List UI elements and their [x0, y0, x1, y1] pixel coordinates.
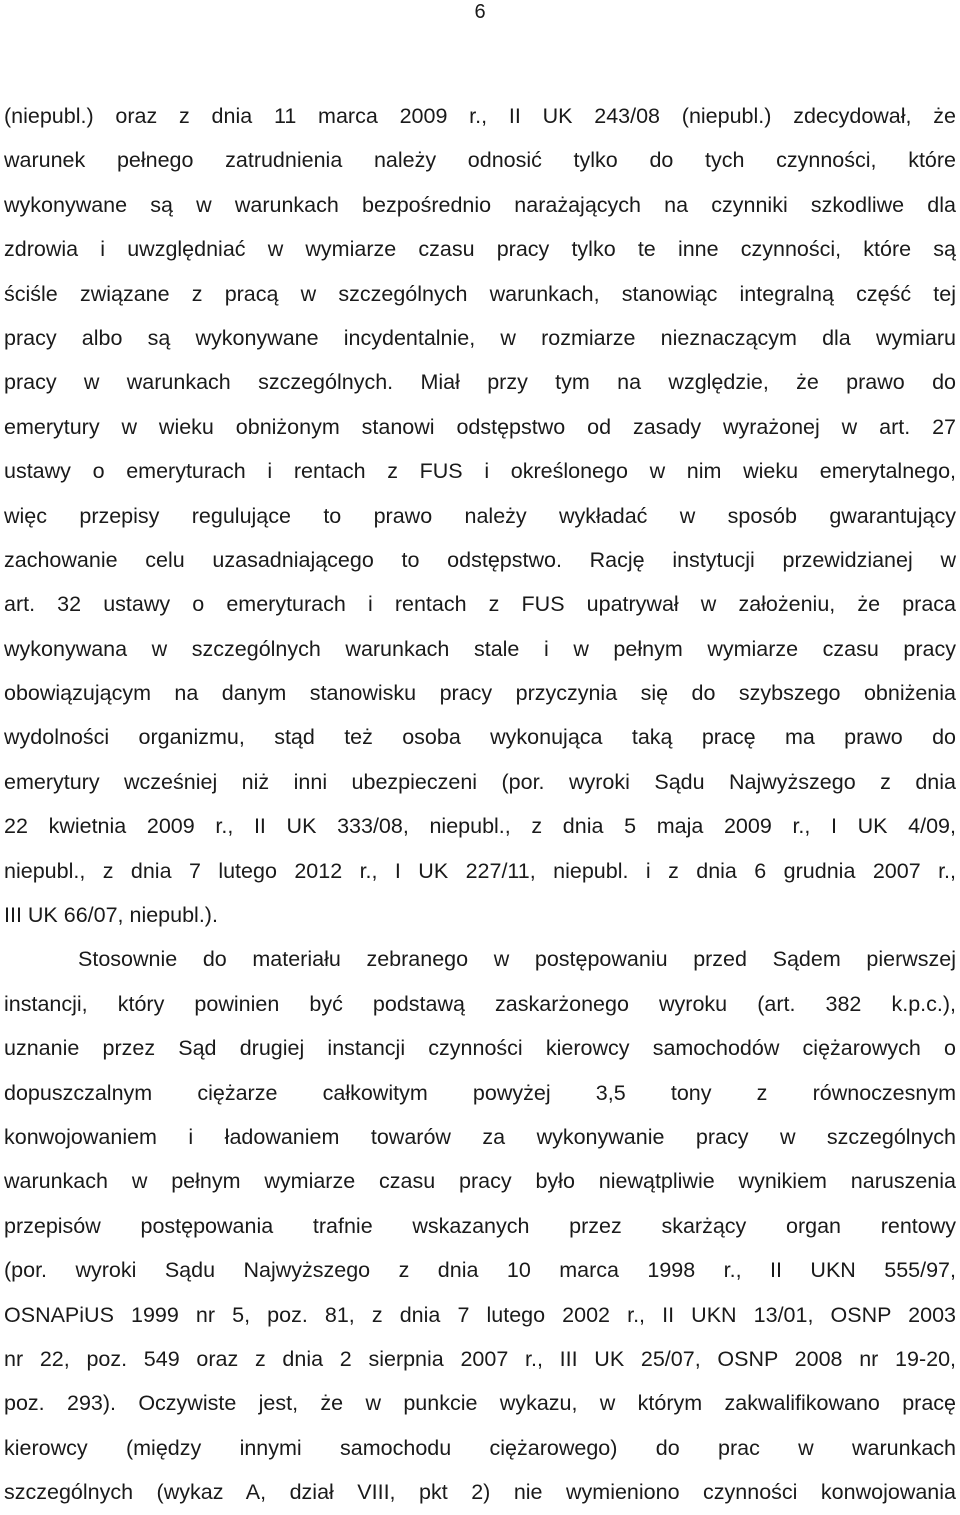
text-line: emerytury wcześniej niż inni ubezpieczeni (por. wyroki Sądu Najwyższego z dnia	[4, 769, 956, 794]
text-line: III UK 66/07, niepubl.).	[4, 903, 218, 928]
text-line: warunkach w pełnym wymiarze czasu pracy było niewątpliwie wynikiem naruszenia	[4, 1169, 956, 1194]
text-line: wykonywane są w warunkach bezpośrednio narażających na czynniki szkodliwe dla	[4, 192, 956, 217]
text-line: kierowcy (między innymi samochodu ciężarowego) do prac w warunkach	[4, 1435, 956, 1460]
text-line: pracy w warunkach szczególnych. Miał przy tym na względzie, że prawo do	[4, 370, 956, 395]
document-body	[0, 94, 960, 1515]
text-line: pracy albo są wykonywane incydentalnie, w rozmiarze nieznaczącym dla wymiaru	[4, 325, 956, 350]
text-line: OSNAPiUS 1999 nr 5, poz. 81, z dnia 7 lutego 2002 r., II UKN 13/01, OSNP 2003	[4, 1302, 956, 1327]
page-number: 6	[474, 1, 486, 23]
text-line: ustawy o emeryturach i rentach z FUS i określonego w nim wieku emerytalnego,	[4, 459, 956, 484]
text-line: ściśle związane z pracą w szczególnych warunkach, stanowiąc integralną część tej	[4, 281, 956, 306]
text-line: zachowanie celu uzasadniającego to odstępstwo. Rację instytucji przewidzianej w	[4, 547, 956, 572]
paragraph-2	[0, 937, 960, 1514]
text-line: wydolności organizmu, stąd też osoba wykonująca taką pracę ma prawo do	[4, 725, 956, 750]
text-line: (niepubl.) oraz z dnia 11 marca 2009 r., II UK 243/08 (niepubl.) zdecydował, że	[4, 104, 956, 128]
text-line: wykonywana w szczególnych warunkach stale i w pełnym wymiarze czasu pracy	[4, 636, 956, 661]
text-line: obowiązującym na danym stanowisku pracy przyczynia się do szybszego obniżenia	[4, 681, 956, 706]
text-line: więc przepisy regulujące to prawo należy wykładać w sposób gwarantujący	[4, 503, 956, 528]
text-line: niepubl., z dnia 7 lutego 2012 r., I UK 227/11, niepubl. i z dnia 6 grudnia 2007 r.,	[4, 858, 956, 883]
text-line: Stosownie do materiału zebranego w postępowaniu przed Sądem pierwszej	[78, 947, 956, 972]
text-line: emerytury w wieku obniżonym stanowi odstępstwo od zasady wyrażonej w art. 27	[4, 414, 956, 439]
text-line: warunek pełnego zatrudnienia należy odnosić tylko do tych czynności, które	[4, 148, 956, 173]
text-line: art. 32 ustawy o emeryturach i rentach z FUS upatrywał w założeniu, że praca	[4, 592, 956, 617]
text-line: szczególnych (wykaz A, dział VIII, pkt 2) nie wymieniono czynności konwojowania	[4, 1480, 956, 1505]
text-line: (por. wyroki Sądu Najwyższego z dnia 10 marca 1998 r., II UKN 555/97,	[4, 1258, 956, 1283]
text-line: 22 kwietnia 2009 r., II UK 333/08, niepubl., z dnia 5 maja 2009 r., I UK 4/09,	[4, 814, 956, 839]
text-line: przepisów postępowania trafnie wskazanych przez skarżący organ rentowy	[4, 1213, 956, 1238]
text-line: instancji, który powinien być podstawą zaskarżonego wyroku (art. 382 k.p.c.),	[4, 991, 956, 1016]
paragraph-1	[0, 94, 960, 937]
text-line: zdrowia i uwzględniać w wymiarze czasu pracy tylko te inne czynności, które są	[4, 237, 956, 262]
text-line: konwojowaniem i ładowaniem towarów za wykonywanie pracy w szczególnych	[4, 1124, 956, 1149]
text-line: poz. 293). Oczywiste jest, że w punkcie wykazu, w którym zakwalifikowano pracę	[4, 1391, 956, 1416]
text-line: nr 22, poz. 549 oraz z dnia 2 sierpnia 2007 r., III UK 25/07, OSNP 2008 nr 19-20,	[4, 1346, 956, 1371]
text-line: uznanie przez Sąd drugiej instancji czynności kierowcy samochodów ciężarowych o	[4, 1036, 956, 1061]
text-line: dopuszczalnym ciężarze całkowitym powyżej 3,5 tony z równoczesnym	[4, 1080, 956, 1105]
